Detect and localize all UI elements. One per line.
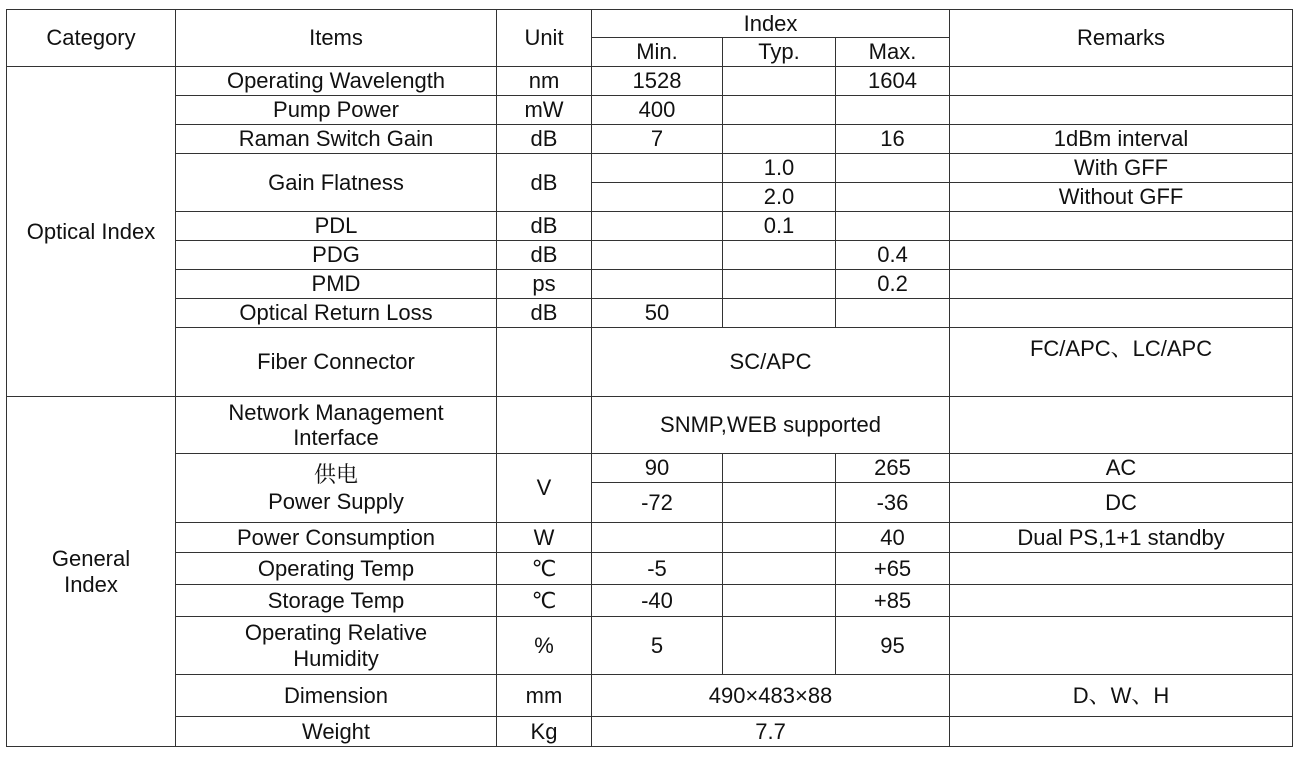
- table-row: [7, 328, 1293, 397]
- typ-cell: [723, 617, 836, 675]
- header-min: Min.: [592, 38, 723, 67]
- unit-cell: V: [497, 454, 592, 523]
- max-cell: 95: [836, 617, 950, 675]
- table-row: [7, 270, 1293, 299]
- typ-cell: [723, 96, 836, 125]
- unit-cell: ℃: [497, 553, 592, 585]
- max-cell: 0.2: [836, 270, 950, 299]
- item-cell: Gain Flatness: [176, 154, 497, 212]
- item-cell: PDL: [176, 212, 497, 241]
- typ-cell: [723, 483, 836, 523]
- item-line2: Humidity: [293, 645, 379, 671]
- remarks-cell: [950, 717, 1293, 747]
- typ-cell: [723, 553, 836, 585]
- remarks-cell: [950, 67, 1293, 96]
- typ-cell: [723, 125, 836, 154]
- unit-cell: dB: [497, 212, 592, 241]
- typ-cell: [723, 585, 836, 617]
- item-cell: [176, 397, 497, 454]
- category-general-line2: Index: [64, 571, 118, 597]
- remarks-cell: [950, 96, 1293, 125]
- unit-cell: ps: [497, 270, 592, 299]
- item-cell: Power Consumption: [176, 523, 497, 553]
- min-cell: -72: [592, 483, 723, 523]
- remarks-cell: Dual PS,1+1 standby: [950, 523, 1293, 553]
- header-remarks: Remarks: [950, 10, 1293, 67]
- min-cell: [592, 523, 723, 553]
- min-cell: 90: [592, 454, 723, 483]
- table-row: [7, 454, 1293, 483]
- item-cell: PDG: [176, 241, 497, 270]
- item-cell: Weight: [176, 717, 497, 747]
- remarks-cell: AC: [950, 454, 1293, 483]
- value-cell: 7.7: [592, 717, 950, 747]
- typ-cell: 1.0: [723, 154, 836, 183]
- max-cell: [836, 154, 950, 183]
- table-row: [7, 125, 1293, 154]
- table-row: [7, 585, 1293, 617]
- item-cell: [176, 617, 497, 675]
- table-row: [7, 523, 1293, 553]
- min-cell: [592, 270, 723, 299]
- table-row: [7, 675, 1293, 717]
- max-cell: 16: [836, 125, 950, 154]
- table-row: [7, 96, 1293, 125]
- remarks-cell: FC/APC、LC/APC: [950, 328, 1293, 397]
- header-category: Category: [7, 10, 176, 67]
- table-row: [7, 241, 1293, 270]
- unit-cell: dB: [497, 241, 592, 270]
- unit-cell: ℃: [497, 585, 592, 617]
- max-cell: [836, 183, 950, 212]
- value-cell: 490×483×88: [592, 675, 950, 717]
- min-cell: 1528: [592, 67, 723, 96]
- table-row: [7, 717, 1293, 747]
- unit-cell: mW: [497, 96, 592, 125]
- remarks-cell: [950, 270, 1293, 299]
- unit-cell: dB: [497, 125, 592, 154]
- min-cell: [592, 183, 723, 212]
- max-cell: +65: [836, 553, 950, 585]
- typ-cell: 2.0: [723, 183, 836, 212]
- remarks-cell: [950, 241, 1293, 270]
- max-cell: +85: [836, 585, 950, 617]
- max-cell: -36: [836, 483, 950, 523]
- remarks-cell: [950, 299, 1293, 328]
- header-unit: Unit: [497, 10, 592, 67]
- item-cell: Optical Return Loss: [176, 299, 497, 328]
- typ-cell: [723, 270, 836, 299]
- table-row: [7, 299, 1293, 328]
- min-cell: 5: [592, 617, 723, 675]
- item-line2: Power Supply: [268, 488, 404, 514]
- unit-cell: %: [497, 617, 592, 675]
- unit-cell: dB: [497, 154, 592, 212]
- item-line2: Interface: [293, 425, 379, 450]
- table-row: [7, 553, 1293, 585]
- item-cell: [176, 454, 497, 523]
- table-row: [7, 397, 1293, 454]
- remarks-cell: 1dBm interval: [950, 125, 1293, 154]
- min-cell: 400: [592, 96, 723, 125]
- max-cell: [836, 299, 950, 328]
- remarks-cell: [950, 397, 1293, 454]
- header-index: Index: [592, 10, 950, 38]
- remarks-cell: [950, 553, 1293, 585]
- unit-cell: [497, 397, 592, 454]
- header-row: [7, 10, 1293, 38]
- item-line1: 供电: [313, 463, 358, 489]
- category-general: [7, 397, 176, 747]
- spec-table: [6, 9, 1293, 747]
- min-cell: 7: [592, 125, 723, 154]
- max-cell: 40: [836, 523, 950, 553]
- unit-cell: mm: [497, 675, 592, 717]
- unit-cell: dB: [497, 299, 592, 328]
- remarks-cell: [950, 212, 1293, 241]
- table-row: [7, 67, 1293, 96]
- unit-cell: W: [497, 523, 592, 553]
- remarks-cell: Without GFF: [950, 183, 1293, 212]
- item-line1: Network Management: [228, 399, 444, 425]
- category-optical: Optical Index: [7, 67, 176, 397]
- max-cell: 0.4: [836, 241, 950, 270]
- remarks-cell: [950, 585, 1293, 617]
- min-cell: [592, 212, 723, 241]
- min-cell: [592, 154, 723, 183]
- header-items: Items: [176, 10, 497, 67]
- typ-cell: [723, 241, 836, 270]
- item-line1: Operating Relative: [244, 620, 428, 646]
- min-cell: 50: [592, 299, 723, 328]
- min-cell: -5: [592, 553, 723, 585]
- item-cell: Storage Temp: [176, 585, 497, 617]
- typ-cell: [723, 299, 836, 328]
- value-cell: SNMP,WEB supported: [592, 397, 950, 454]
- max-cell: [836, 96, 950, 125]
- remarks-cell: With GFF: [950, 154, 1293, 183]
- unit-cell: nm: [497, 67, 592, 96]
- max-cell: [836, 212, 950, 241]
- table-row: [7, 212, 1293, 241]
- header-max: Max.: [836, 38, 950, 67]
- table-row: [7, 617, 1293, 675]
- min-cell: -40: [592, 585, 723, 617]
- remarks-cell: DC: [950, 483, 1293, 523]
- unit-cell: Kg: [497, 717, 592, 747]
- item-cell: PMD: [176, 270, 497, 299]
- item-cell: Fiber Connector: [176, 328, 497, 397]
- item-cell: Operating Temp: [176, 553, 497, 585]
- header-typ: Typ.: [723, 38, 836, 67]
- remarks-cell: [950, 617, 1293, 675]
- item-cell: Raman Switch Gain: [176, 125, 497, 154]
- table-row: [7, 154, 1293, 183]
- typ-cell: [723, 523, 836, 553]
- category-general-line1: General: [51, 546, 131, 572]
- typ-cell: [723, 454, 836, 483]
- typ-cell: [723, 67, 836, 96]
- typ-cell: 0.1: [723, 212, 836, 241]
- max-cell: 265: [836, 454, 950, 483]
- min-cell: [592, 241, 723, 270]
- max-cell: 1604: [836, 67, 950, 96]
- value-cell: SC/APC: [592, 328, 950, 397]
- item-cell: Dimension: [176, 675, 497, 717]
- item-cell: Operating Wavelength: [176, 67, 497, 96]
- remarks-cell: D、W、H: [950, 675, 1293, 717]
- item-cell: Pump Power: [176, 96, 497, 125]
- unit-cell: [497, 328, 592, 397]
